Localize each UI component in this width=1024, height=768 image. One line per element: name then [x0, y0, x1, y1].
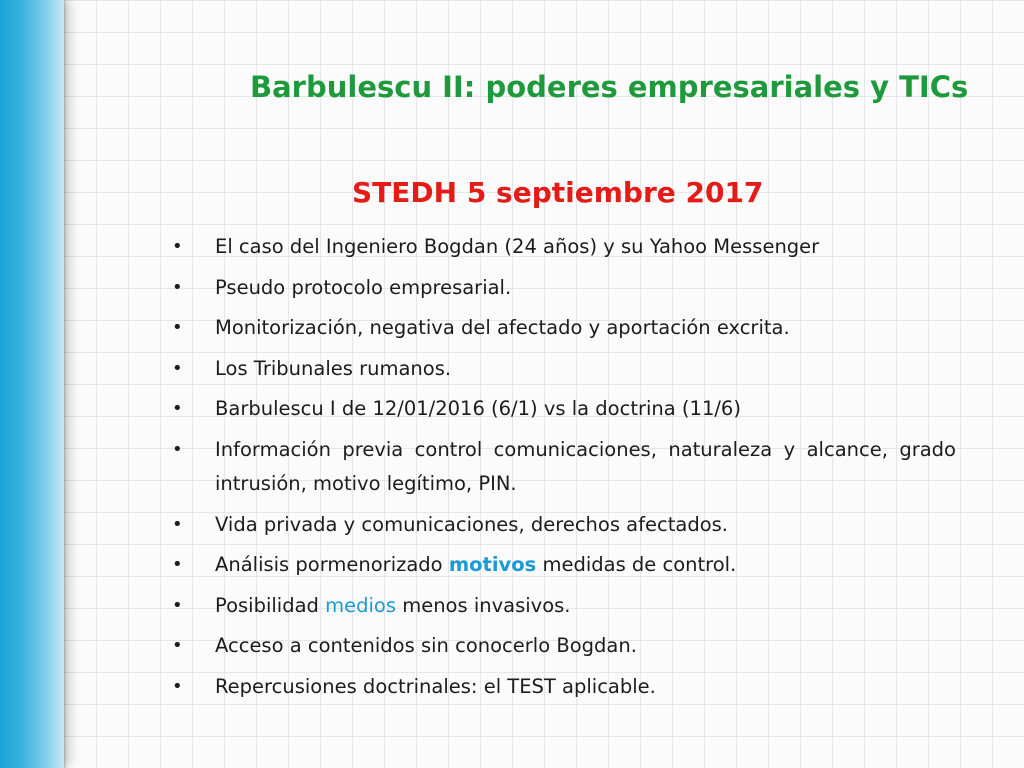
bullet-item [170, 230, 956, 264]
bullet-text: Repercusiones doctrinales: el TEST aplicable. [215, 674, 656, 698]
bullet-item [170, 271, 956, 305]
bullet-icon: • [172, 398, 183, 420]
bullet-item [170, 548, 956, 582]
bullet-list [170, 230, 956, 711]
bullet-text: Pseudo protocolo empresarial. [215, 275, 512, 299]
bullet-item [170, 311, 956, 345]
bullet-text: El caso del Ingeniero Bogdan (24 años) y su Yahoo Messenger [215, 235, 820, 258]
side-decoration-band [0, 0, 64, 768]
bullet-item [170, 589, 956, 623]
slide-subtitle: STEDH 5 septiembre 2017 [352, 176, 764, 209]
bullet-text: Vida privada y comunicaciones, derechos afectados. [215, 512, 728, 536]
bullet-text-before: Análisis pormenorizado [215, 553, 449, 577]
bullet-text: Información previa control comunicaciones, naturaleza y alcance, grado intrusión, motivo legítimo, PIN. [215, 437, 956, 495]
bullet-text-after: medidas de control. [536, 553, 737, 577]
bullet-text: Los Tribunales rumanos. [215, 356, 452, 380]
bullet-text-after: menos invasivos. [396, 593, 571, 617]
highlight-medios: medios [325, 593, 396, 617]
bullet-item [170, 392, 956, 426]
bullet-text-before: Posibilidad [215, 593, 326, 617]
bullet-icon: • [172, 236, 183, 257]
bullet-item [170, 670, 956, 704]
bullet-item [170, 508, 956, 542]
bullet-text: Acceso a contenidos sin conocerlo Bogdan. [215, 634, 637, 658]
slide-title: Barbulescu II: poderes empresariales y TICs [250, 70, 969, 104]
bullet-text: Barbulescu I de 12/01/2016 (6/1) vs la doctrina (11/6) [215, 397, 741, 421]
highlight-motivos: motivos [448, 553, 537, 577]
bullet-icon: • [172, 438, 183, 460]
bullet-item [170, 433, 956, 501]
bullet-icon: • [172, 554, 183, 576]
bullet-text: Monitorización, negativa del afectado y aportación excrita. [215, 316, 790, 340]
bullet-item [170, 629, 956, 663]
bullet-icon: • [172, 675, 183, 697]
bullet-icon: • [172, 513, 183, 535]
bullet-icon: • [172, 276, 183, 298]
bullet-item [170, 352, 956, 386]
bullet-icon: • [172, 635, 183, 657]
bullet-icon: • [172, 594, 183, 616]
bullet-icon: • [172, 357, 183, 379]
bullet-icon: • [172, 317, 183, 339]
